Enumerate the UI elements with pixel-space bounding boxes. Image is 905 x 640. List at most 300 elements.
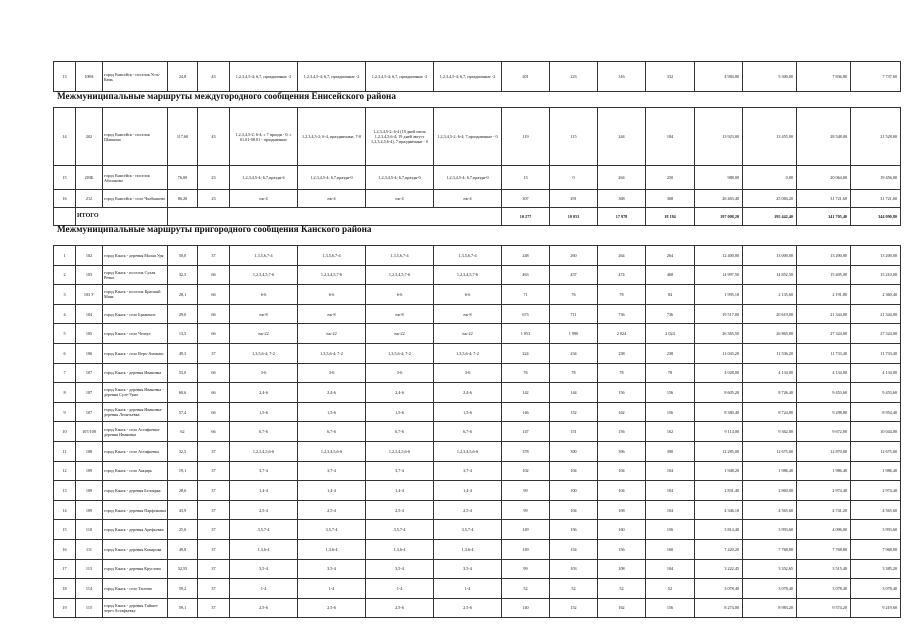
cell-no: 14 [54,500,76,520]
cell-v3: 28 548,00 [797,108,851,166]
cell-len: 117,60 [168,108,198,166]
cell-no: 18 [54,579,76,599]
cell-c1: 1,3,5,6-4; 7-2 [230,343,298,363]
table-row [54,324,901,344]
cell-name: город Канск - село Астафьевка-деревня Ивановка [103,422,168,442]
cell-no: 13 [54,62,76,92]
table-row [54,402,901,422]
cell-t3: 104 [598,461,646,481]
cell-c1: 1,2,3,4,5-4; 6,7, праздничные -2 [230,62,298,92]
cell-len: 49,8 [168,539,198,559]
cell-t3: 238 [598,343,646,363]
cell-c4: 1-4 [434,579,502,599]
cell-t3: 736 [598,304,646,324]
cell-t4: 160 [646,539,695,559]
cell-no: 5 [54,324,76,344]
cell-t1: 52 [502,579,550,599]
cell-v3: 15 405,00 [797,265,851,285]
table-row [54,363,901,383]
cell-c1: 3,5,7-4 [230,520,298,540]
cell-cap: 37 [198,481,230,501]
cell-c2: еж-22 [298,324,366,344]
cell-name: город Канск - село Верх-Амонаш [103,343,168,363]
cell-v2: 25 084,20 [743,190,797,208]
cell-t4: 162 [646,422,695,442]
cell-t2: 1 990 [550,324,598,344]
cell-v2: 7 768,80 [743,539,797,559]
cell-t2: 291 [550,190,598,208]
cell-v1: 8 380,40 [695,402,743,422]
cell-t3: 108 [598,500,646,520]
cell-v3: 12 870,00 [797,441,851,461]
cell-c4: 1,3,5,6,7-4 [434,246,502,266]
total-v4: 344 090,80 [851,208,901,226]
cell-v1: 8 605,20 [695,383,743,403]
cell-c4: 1,2,3,4,5,6-6 [434,441,502,461]
cell-v1: 2 831,40 [695,481,743,501]
cell-c1: еж-22 [230,324,298,344]
table-row [54,579,901,599]
cell-route: 106 [76,343,103,363]
cell-c4: 2,4-6 [434,383,502,403]
cell-v2: 0,00 [743,166,797,190]
cell-v3: 9 672,00 [797,422,851,442]
section-title-suburban: Межмуниципальные маршруты пригородного сообщения Канского района [57,224,372,234]
cell-v1: 19 517,00 [695,304,743,324]
total-v2: 195 442,40 [743,208,797,226]
cell-t4: 2 024 [646,324,695,344]
cell-c4: 2,5-4 [434,500,502,520]
cell-no: 7 [54,363,76,383]
cell-c1: 1-4 [230,579,298,599]
cell-t4: 52 [646,579,695,599]
cell-t4: 264 [646,246,695,266]
cell-c2: 3,5-4 [298,559,366,579]
cell-c3: 6,7-6 [366,422,434,442]
cell-c2: еж-4 [298,190,366,208]
cell-v4: 4 565,60 [851,500,901,520]
cell-v1: 1 995,10 [695,285,743,305]
cell-v1: 26 365,50 [695,324,743,344]
cell-v2: 14 852,50 [743,265,797,285]
cell-t4: 238 [646,343,695,363]
cell-no: 6 [54,343,76,363]
cell-cap: 66 [198,285,230,305]
total-t4: 18 184 [646,208,695,226]
cell-v2: 2 860,00 [743,481,797,501]
cell-c1: 3,5-4 [230,559,298,579]
cell-t4: 468 [646,265,695,285]
table-row [54,559,901,579]
table-row [54,190,901,208]
cell-c3: 3,5-4 [366,559,434,579]
cell-name: город Канск - поселок Красный Маяк [103,285,168,305]
cell-t3: 396 [598,441,646,461]
cell-cap: 66 [198,422,230,442]
cell-c3: 1,5-6 [366,402,434,422]
cell-v4: 9 453,60 [851,383,901,403]
cell-v4: 3 078,40 [851,579,901,599]
cell-len: 50,0 [168,246,198,266]
cell-t3: 162 [598,402,646,422]
cell-cap: 37 [198,598,230,618]
cell-v1: 4 346,10 [695,500,743,520]
cell-route: 108А [76,62,103,92]
cell-len: 59,1 [168,598,198,618]
cell-v1: 11 043,20 [695,343,743,363]
cell-t3: 108 [598,559,646,579]
cell-t3: 104 [598,481,646,501]
cell-cap: 37 [198,343,230,363]
cell-no: 1 [54,246,76,266]
cell-t3: 160 [598,520,646,540]
cell-c4: 1,2,3,4,5-2; 6-4; 7,праздничные - 0 [434,108,502,166]
cell-v1: 3 222,45 [695,559,743,579]
cell-v1: 988,00 [695,166,743,190]
cell-c3: 3-6 [366,363,434,383]
cell-t2: 234 [550,343,598,363]
cell-v3: 27 324,00 [797,324,851,344]
cell-route: 105 [76,324,103,344]
cell-t1: 673 [502,304,550,324]
cell-name: город Канск - деревня Арефьевка [103,520,168,540]
cell-route: 212 [76,190,103,208]
cell-len: 24,8 [168,62,198,92]
cell-name: город Канск - село Астафьевка [103,441,168,461]
cell-v2: 8 726,40 [743,383,797,403]
cell-c3: еж-8 [366,304,434,324]
table-row [54,500,901,520]
cell-c4: 6-6 [434,285,502,305]
cell-t2: 104 [550,461,598,481]
cell-v2: 3 078,40 [743,579,797,599]
cell-t4: 84 [646,285,695,305]
cell-name: город Канск - село Анцирь [103,461,168,481]
table-top-fragment [53,61,901,92]
cell-name: город Енисейск - поселок Усть-Кемь [103,62,168,92]
cell-name: город Енисейск - поселок Шапкино [103,108,168,166]
cell-c4: 1,5-6 [434,402,502,422]
cell-cap: 37 [198,579,230,599]
cell-v4: 31 721,60 [851,190,901,208]
cell-t2: 78 [550,363,598,383]
cell-v3: 9 574,20 [797,598,851,618]
cell-cap: 37 [198,461,230,481]
cell-c3: 2,5-6 [366,598,434,618]
cell-v4: 2 974,40 [851,481,901,501]
cell-t4: 250 [646,166,695,190]
total-empty-cell [54,208,76,226]
cell-v2: 11 536,20 [743,343,797,363]
cell-c2: 1,2,3,4,5,7-6 [298,265,366,285]
cell-c4: 1,2,3,4,5-4; 6,7,праздн-0 [434,166,502,190]
cell-v3: 13 200,00 [797,246,851,266]
cell-c4: 1,4-4 [434,481,502,501]
cell-c3: 1,4-4 [366,481,434,501]
cell-cap: 37 [198,246,230,266]
cell-v2: 3 352,65 [743,559,797,579]
cell-t1: 99 [502,500,550,520]
cell-route: 115 [76,598,103,618]
cell-c2: 3,7-4 [298,461,366,481]
cell-t4: 736 [646,304,695,324]
cell-c1: 2,4-6 [230,383,298,403]
cell-c3: еж-4 [366,190,434,208]
cell-c3: 1,2,3,4,5,7-6 [366,265,434,285]
cell-v3: 4 741,20 [797,500,851,520]
cell-c3: 3,7-4 [366,461,434,481]
cell-c2: 1,2,3,4,5-4; 6,7, праздничные -2 [298,62,366,92]
cell-route: 102 [76,246,103,266]
cell-t1: 76 [502,363,550,383]
cell-v4: 12 675,00 [851,441,901,461]
cell-t3: 78 [598,285,646,305]
cell-name: город Канск - деревня Круглова [103,559,168,579]
cell-len: 57,4 [168,402,198,422]
cell-t4: 104 [646,559,695,579]
cell-t3: 156 [598,383,646,403]
cell-cap: 23 [198,190,230,208]
cell-v4: 1 986,40 [851,461,901,481]
cell-t1: 119 [502,108,550,166]
cell-len: 76,00 [168,166,198,190]
table-row [54,285,901,305]
cell-t2: 154 [550,539,598,559]
cell-c1: 2,5-6 [230,598,298,618]
cell-c2: 6-6 [298,285,366,305]
cell-c1: 1,3,6-4 [230,539,298,559]
cell-c4: еж-22 [434,324,502,344]
table-row [54,246,901,266]
cell-v4: 21 528,00 [851,108,901,166]
cell-t2: 390 [550,441,598,461]
table-intercity-routes [53,107,901,226]
cell-name: город Канск - село Чечеул [103,324,168,344]
cell-t1: 307 [502,190,550,208]
cell-t3: 2 024 [598,324,646,344]
cell-c4: 6,7-6 [434,422,502,442]
cell-v4: 8 954,40 [851,402,901,422]
cell-t1: 147 [502,422,550,442]
cell-c2: 1,3,5,6-4; 7-2 [298,343,366,363]
cell-name: город Канск - поселок Сухая Речка [103,265,168,285]
total-t3: 17 978 [598,208,646,226]
cell-t3: 156 [598,422,646,442]
cell-v1: 7 420,20 [695,539,743,559]
cell-c1: 1,2,3,4,5-4; 6,7,праздн-4 [230,166,298,190]
cell-t1: 378 [502,441,550,461]
table-row [54,166,901,190]
cell-cap: 66 [198,304,230,324]
cell-v2: 26 865,00 [743,324,797,344]
cell-name: город Канск - деревня Ивановка - деревня Суле-Урна [103,383,168,403]
cell-c1: 3,7-4 [230,461,298,481]
cell-v3: 20 064,00 [797,166,851,190]
cell-c3: 2,4-6 [366,383,434,403]
cell-t1: 146 [502,402,550,422]
cell-cap: 66 [198,265,230,285]
cell-t4: 104 [646,500,695,520]
cell-c2: 1,3,5,6,7-4 [298,246,366,266]
cell-t1: 248 [502,246,550,266]
cell-c4: еж-8 [434,304,502,324]
cell-cap: 23 [198,166,230,190]
cell-t4: 104 [646,481,695,501]
cell-v4: 7 968,00 [851,539,901,559]
cell-no: 14 [54,108,76,166]
cell-t3: 316 [598,62,646,92]
cell-no: 16 [54,539,76,559]
cell-c3: еж-22 [366,324,434,344]
cell-no: 10 [54,422,76,442]
cell-v4: 2 360,40 [851,285,901,305]
cell-c1: 3-6 [230,363,298,383]
cell-len: 49,3 [168,343,198,363]
cell-v4: 27 324,00 [851,324,901,344]
cell-route: 107 [76,383,103,403]
cell-t2: 223 [550,62,598,92]
cell-len: 86,20 [168,190,198,208]
cell-c3: 6-6 [366,285,434,305]
cell-cap: 37 [198,559,230,579]
cell-t2: 52 [550,579,598,599]
cell-v4: 13 200,00 [851,246,901,266]
cell-len: 28,6 [168,481,198,501]
total-label: ИТОГО [76,208,168,226]
cell-route: 103 У [76,285,103,305]
cell-len: 32,5 [168,441,198,461]
cell-c3: 1,3,6-4 [366,539,434,559]
cell-name: город Канск - деревня Белоярка [103,481,168,501]
cell-cap: 66 [198,383,230,403]
cell-c1: 1,4-4 [230,481,298,501]
cell-no: 16 [54,190,76,208]
cell-t1: 13 [502,166,550,190]
cell-c2: 2,5-4 [298,500,366,520]
cell-t1: 1 953 [502,324,550,344]
cell-route: 104 [76,304,103,324]
cell-c2: 1,4-4 [298,481,366,501]
cell-len: 25,6 [168,520,198,540]
cell-t1: 99 [502,559,550,579]
cell-t1: 99 [502,481,550,501]
cell-t3: 474 [598,265,646,285]
table-row [54,62,901,92]
table-row [54,265,901,285]
cell-route: 107 [76,402,103,422]
cell-no: 12 [54,461,76,481]
cell-cap: 37 [198,500,230,520]
cell-v4: 15 210,00 [851,265,901,285]
cell-c3: 1,2,3,4,5-4; 6,7, праздничные -2 [366,62,434,92]
cell-v1: 4 028,00 [695,363,743,383]
cell-c2: 3-6 [298,363,366,383]
cell-t2: 144 [550,383,598,403]
cell-cap: 37 [198,520,230,540]
cell-v3: 3 515,40 [797,559,851,579]
cell-t2: 151 [550,422,598,442]
total-v1: 197 008,20 [695,208,743,226]
cell-v1: 12 285,00 [695,441,743,461]
table-row [54,539,901,559]
cell-t2: 711 [550,304,598,324]
cell-c3: 1,2,3,4,5-2; 6-4 (19 дней июль 1,2,3,4,5,6-4; 19 дней август 1,2,3,4,5,6-4), 7,праздничные - 0 [366,108,434,166]
cell-t1: 71 [502,285,550,305]
cell-t4: 104 [646,461,695,481]
cell-t4: 156 [646,520,695,540]
cell-no: 9 [54,402,76,422]
cell-v2: 13 000,00 [743,246,797,266]
cell-no: 13 [54,481,76,501]
cell-v4: 7 737,60 [851,62,901,92]
cell-c2: 3,5,7-4 [298,520,366,540]
cell-v2: 1 986,40 [743,461,797,481]
cell-c3: 3,5,7-4 [366,520,434,540]
table-row [54,520,901,540]
table-row [54,441,901,461]
cell-route: 111 [76,539,103,559]
cell-t3: 78 [598,363,646,383]
cell-v4: 11 733,40 [851,343,901,363]
cell-t2: 0 [550,166,598,190]
cell-v2: 4 134,00 [743,363,797,383]
cell-c3: 1,2,3,4,5-4; 6,7,праздн-0 [366,166,434,190]
cell-v3: 7 768,80 [797,539,851,559]
cell-len: 43,9 [168,500,198,520]
cell-t4: 156 [646,383,695,403]
cell-len: 13,5 [168,324,198,344]
section-title-intercity: Межмуниципальные маршруты междугородного сообщения Енисейского района [57,91,396,101]
cell-len: 32,55 [168,559,198,579]
cell-no: 4 [54,304,76,324]
cell-len: 59,2 [168,579,198,599]
cell-t3: 52 [598,579,646,599]
cell-c4: 1,3,5,6-4; 7-2 [434,343,502,363]
cell-c4: 2,5-6 [434,598,502,618]
cell-t1: 149 [502,520,550,540]
cell-cap: 37 [198,441,230,461]
cell-route: 103 [76,265,103,285]
cell-no: 2 [54,265,76,285]
cell-cap: 43 [198,62,230,92]
cell-c3: 1,3,5,6-4; 7-2 [366,343,434,363]
cell-c4: еж-4 [434,190,502,208]
cell-c3: 2,5-4 [366,500,434,520]
cell-t3: 244 [598,108,646,166]
cell-v3: 3 078,40 [797,579,851,599]
cell-t2: 104 [550,500,598,520]
cell-t4: 156 [646,402,695,422]
cell-name: город Енисейск - село Чалбышево [103,190,168,208]
cell-v2: 13 455,00 [743,108,797,166]
total-empty-cell [168,208,502,226]
cell-route: 108 [76,441,103,461]
cell-v3: 2 974,40 [797,481,851,501]
cell-c1: 2,5-4 [230,500,298,520]
table-row [54,598,901,618]
cell-t1: 140 [502,598,550,618]
cell-c4: 1,3,6-4 [434,539,502,559]
cell-v3: 1 986,40 [797,461,851,481]
total-v3: 341 705,40 [797,208,851,226]
cell-no: 15 [54,166,76,190]
cell-name: город Канск - деревня Ивановка [103,363,168,383]
cell-no: 8 [54,383,76,403]
table-row [54,481,901,501]
cell-c1: еж-8 [230,304,298,324]
cell-route: 110 [76,520,103,540]
cell-len: 28,1 [168,285,198,305]
